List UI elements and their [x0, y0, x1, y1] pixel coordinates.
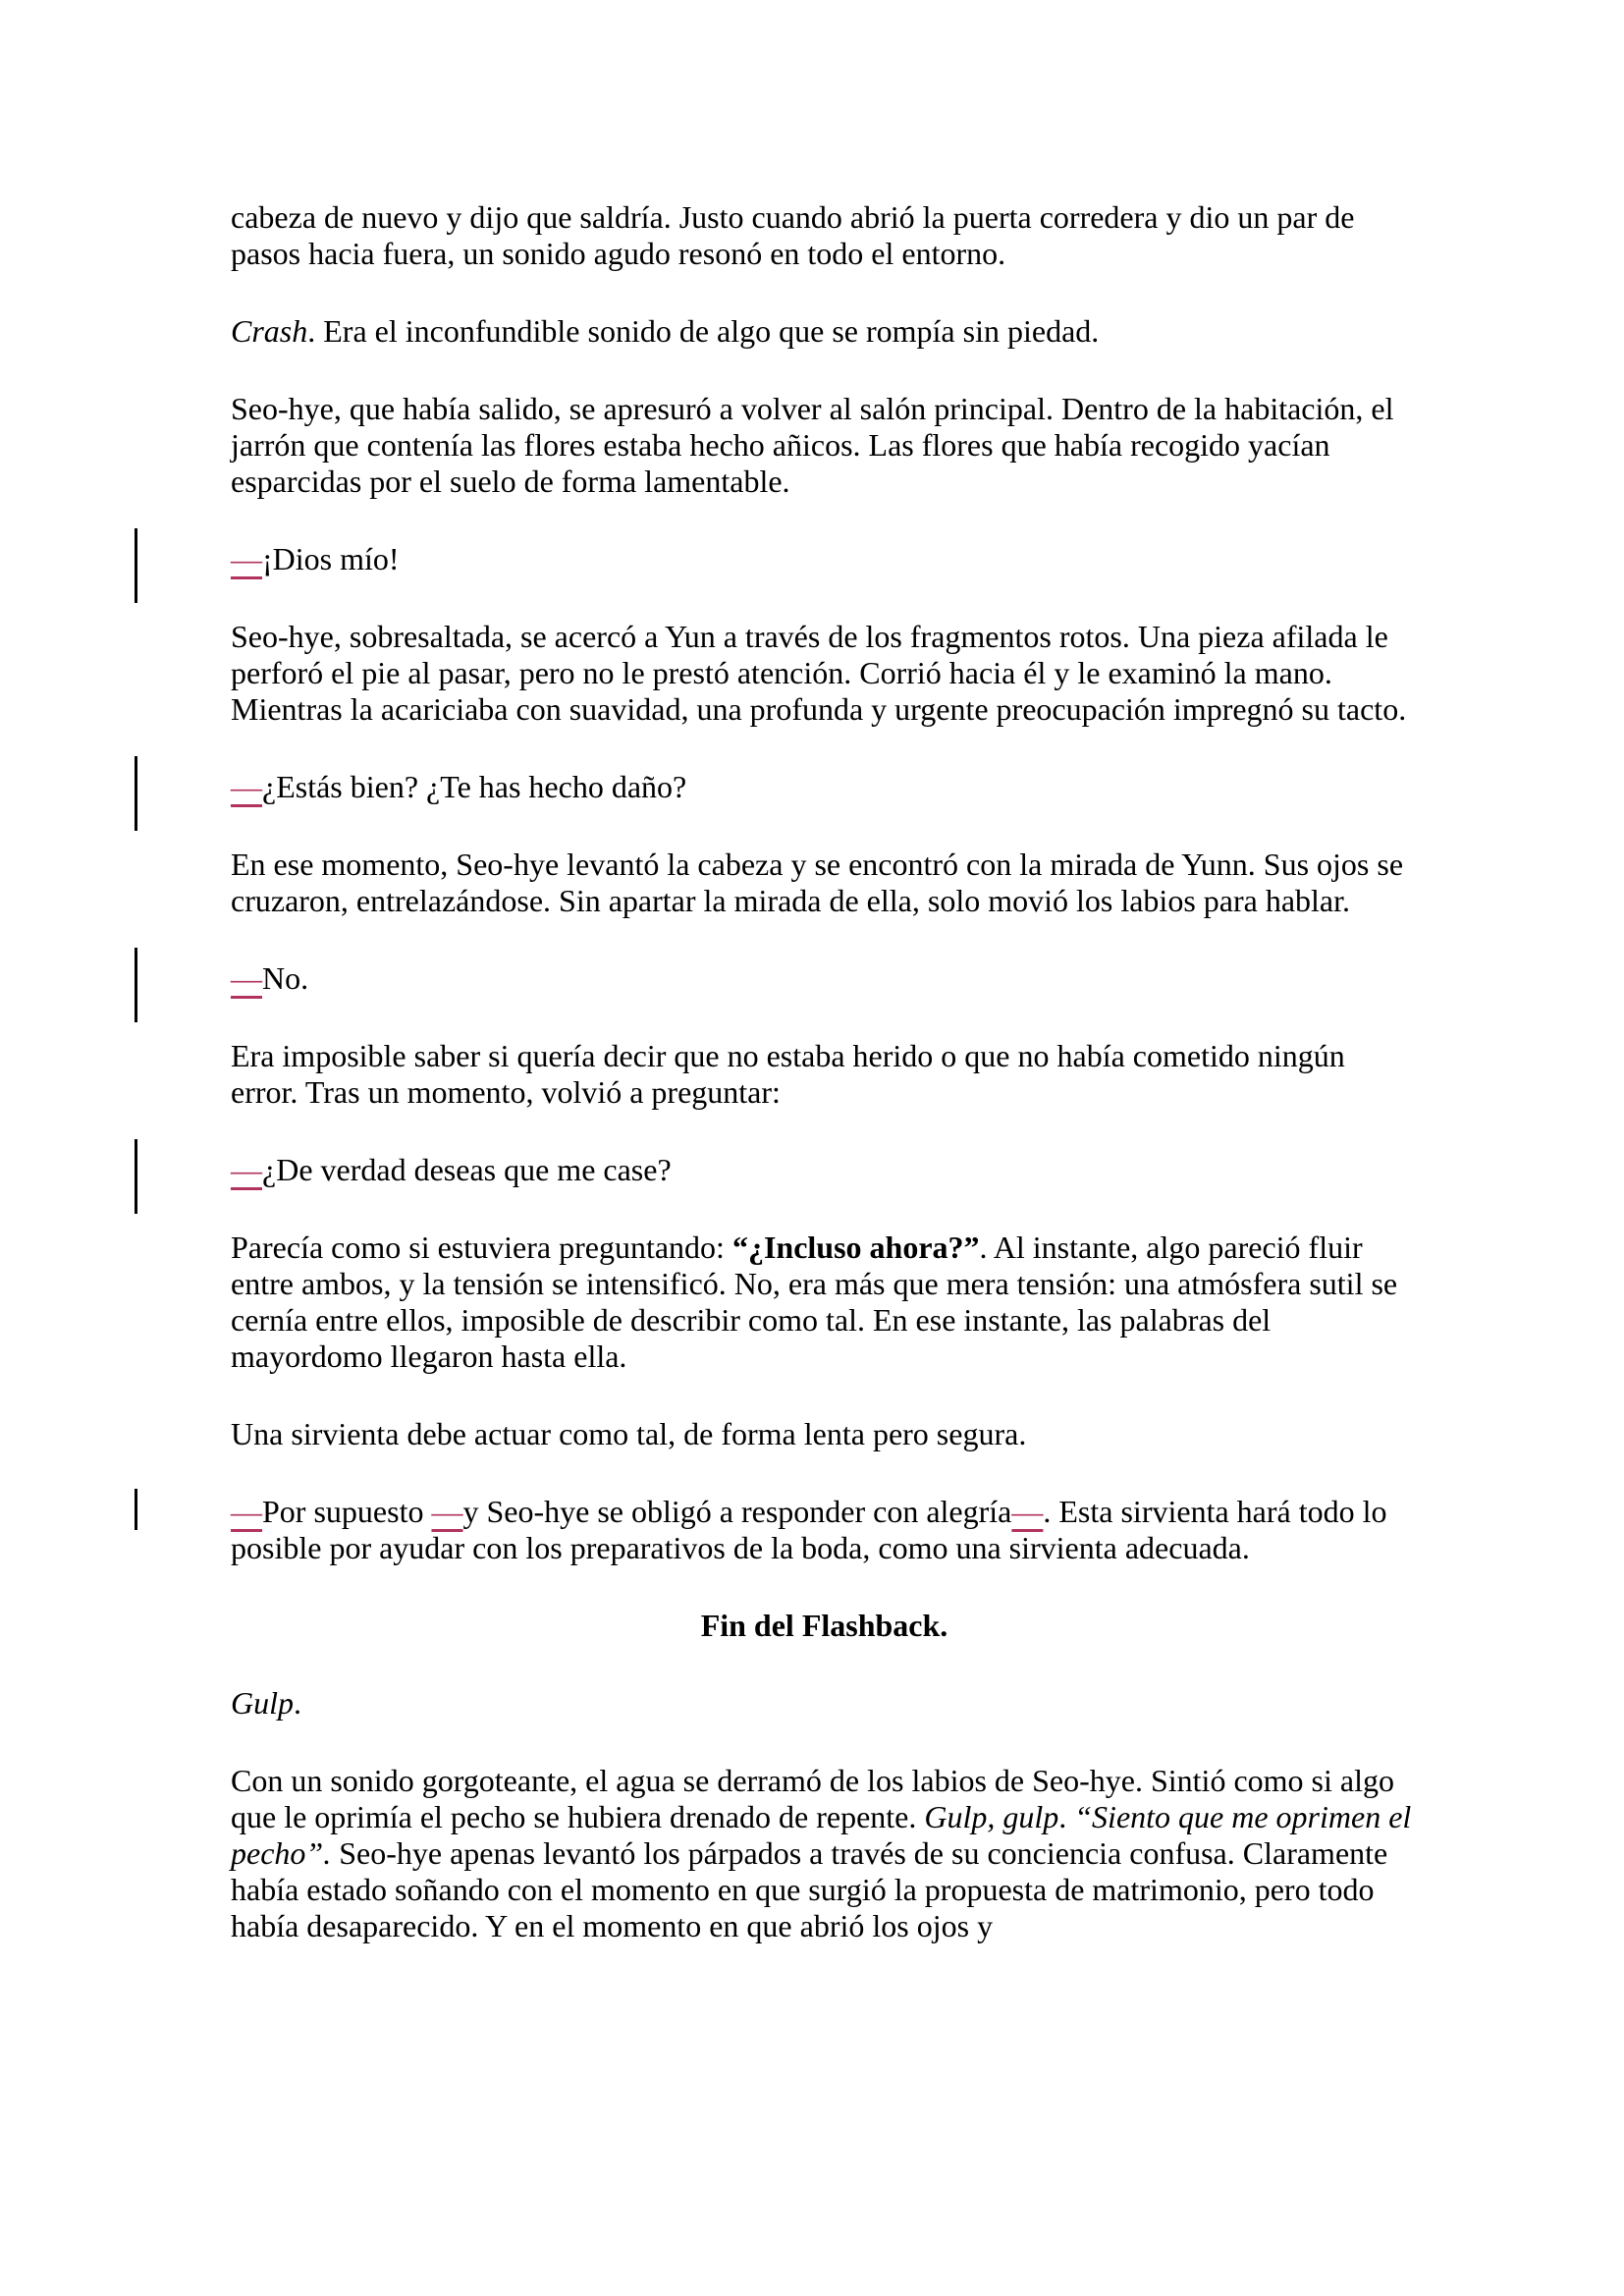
change-bar	[135, 948, 137, 1022]
text-segment: Seo-hye apenas levantó los párpados a través de su conciencia confusa. Claramente había estado soñando con el momento en que surgió la propuesta de matrimonio, pero todo había desaparecido. Y en el momento en que abrió los ojos y	[231, 1835, 1388, 1943]
text-segment: Gulp, gulp	[924, 1799, 1059, 1834]
inserted-dash: —	[231, 1152, 262, 1187]
text-segment: . Al instante, algo pareció fluir entre ambos, y la tensión se intensificó. No, era más que mera tensión: una atmósfera sutil se cernía entre ellos, imposible de describir como tal. En ese instante, las palabras del mayordomo llegaron hasta ella.	[231, 1230, 1398, 1374]
dialogue-line	[231, 1494, 1418, 1566]
text-segment: ¡Dios mío!	[262, 541, 400, 576]
text-segment: cabeza de nuevo y dijo que saldría. Justo cuando abrió la puerta corredera y dio un par de pasos hacia fuera, un sonido agudo resonó en todo el entorno.	[231, 199, 1355, 271]
dialogue-line	[231, 960, 1418, 997]
change-bar	[135, 756, 137, 831]
paragraph	[231, 1685, 1418, 1722]
paragraph	[231, 619, 1418, 728]
text-segment: Parecía como si estuviera preguntando:	[231, 1230, 732, 1265]
inserted-dash: —	[231, 769, 262, 804]
dialogue-line	[231, 541, 1418, 577]
inserted-dash: —	[231, 1494, 262, 1529]
text-segment: Una sirvienta debe actuar como tal, de forma lenta pero segura.	[231, 1416, 1027, 1451]
paragraph	[231, 1230, 1418, 1375]
change-bar	[135, 1489, 137, 1530]
inserted-dash: —	[1011, 1494, 1044, 1529]
paragraph	[231, 199, 1418, 272]
text-segment: . Era el inconfundible sonido de algo que se rompía sin piedad.	[307, 313, 1100, 349]
text-segment: Gulp	[231, 1685, 294, 1721]
inserted-dash: —	[231, 541, 262, 576]
paragraph	[231, 1416, 1418, 1452]
text-segment: Seo-hye, que había salido, se apresuró a volver al salón principal. Dentro de la habitación, el jarrón que contenía las flores estaba hecho añicos. Las flores que había recogido yacían esparcidas por el suelo de forma lamentable.	[231, 391, 1394, 499]
dialogue-line	[231, 769, 1418, 805]
text-segment: En ese momento, Seo-hye levantó la cabeza y se encontró con la mirada de Yunn. Sus ojos se cruzaron, entrelazándose. Sin apartar la mirada de ella, solo movió los labios para hablar.	[231, 847, 1404, 918]
paragraph	[231, 1038, 1418, 1111]
paragraph	[231, 847, 1418, 919]
dialogue-line	[231, 1152, 1418, 1188]
inserted-dash: —	[231, 960, 262, 996]
text-segment: Seo-hye, sobresaltada, se acercó a Yun a través de los fragmentos rotos. Una pieza afilada le perforó el pie al pasar, pero no le prestó atención. Corrió hacia él y le examinó la mano. Mientras la acariciaba con suavidad, una profunda y urgente preocupación impregnó su tacto.	[231, 619, 1407, 727]
change-bar	[135, 1139, 137, 1214]
inserted-dash: —	[431, 1494, 463, 1529]
text-segment: ¿Estás bien? ¿Te has hecho daño?	[262, 769, 687, 804]
text-segment: Con un sonido gorgoteante, el agua se derramó de los labios de Seo-hye. Sintió como si algo que le oprimía el pecho se hubiera drenado de repente.	[231, 1763, 1394, 1834]
text-segment: y Seo-hye se obligó a responder con alegría	[462, 1494, 1012, 1529]
text-segment: Por supuesto	[262, 1494, 432, 1529]
text-segment: “Siento que me oprimen el pecho”.	[231, 1799, 1412, 1871]
text-segment: Fin del Flashback.	[700, 1608, 948, 1643]
paragraph	[231, 313, 1418, 350]
text-segment: . Esta sirvienta hará todo lo posible por ayudar con los preparativos de la boda, como una sirvienta adecuada.	[231, 1494, 1387, 1565]
text-segment: .	[1058, 1799, 1075, 1834]
change-bar	[135, 528, 137, 603]
paragraph	[231, 1763, 1418, 1944]
text-segment: No.	[262, 960, 309, 996]
text-segment: Era imposible saber si quería decir que no estaba herido o que no había cometido ningún error. Tras un momento, volvió a preguntar:	[231, 1038, 1345, 1110]
paragraph	[231, 391, 1418, 500]
text-segment: ¿De verdad deseas que me case?	[262, 1152, 672, 1187]
text-segment: “¿Incluso ahora?”	[731, 1230, 980, 1265]
section-heading	[231, 1608, 1418, 1644]
text-segment: .	[294, 1685, 301, 1721]
text-segment: Crash	[231, 313, 308, 349]
